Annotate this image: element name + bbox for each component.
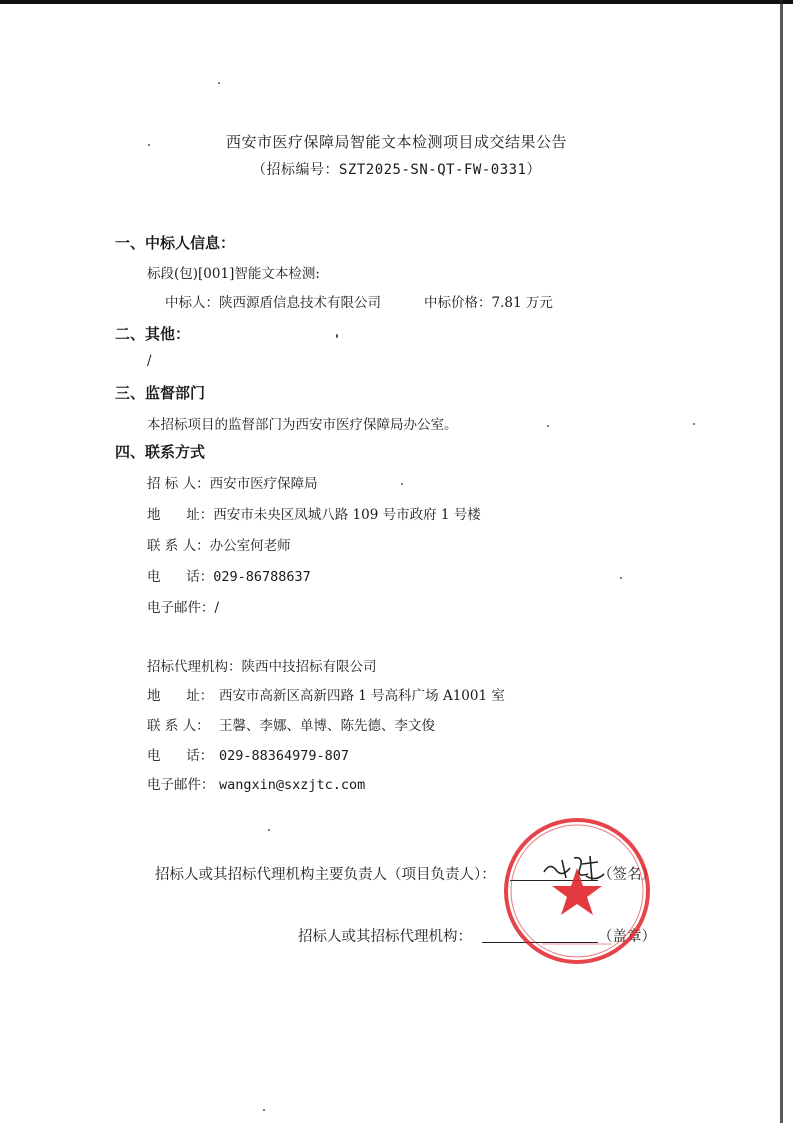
seal-suffix: （盖章）: [598, 929, 656, 945]
winner-name: 陕西源盾信息技术有限公司: [219, 295, 381, 311]
winner-line: [165, 291, 381, 311]
tenderer-phone-label: 电 话：: [147, 569, 214, 585]
tenderer-address-label: 地 址：: [147, 507, 214, 523]
price-line: [424, 291, 553, 311]
agency-row: [147, 655, 377, 675]
tenderer-contact-label: 联 系 人：: [147, 538, 210, 554]
agency-email-label: 电子邮件：: [147, 777, 215, 793]
scan-speck: [336, 334, 338, 338]
winner-label: 中标人：: [165, 295, 219, 311]
agency-contact-value: 王馨、李娜、单博、陈先德、李文俊: [219, 718, 435, 734]
signature-label: 招标人或其招标代理机构主要负责人（项目负责人）：: [155, 867, 496, 883]
section-heading-supervision: 三、监督部门: [115, 384, 206, 402]
agency-address-value: 西安市高新区高新四路 1 号高科广场 A1001 室: [219, 688, 505, 704]
scan-top-border: [0, 0, 793, 4]
scan-speck: [547, 425, 549, 427]
price-value: 7.81 万元: [491, 295, 553, 311]
supervision-text: 本招标项目的监督部门为西安市医疗保障局办公室。: [147, 417, 458, 433]
document-title: 西安市医疗保障局智能文本检测项目成交结果公告: [225, 133, 567, 151]
other-text: /: [147, 353, 152, 369]
signature-line-responsible-person: [155, 863, 496, 884]
agency-address-row: [147, 684, 505, 704]
tenderer-contact-row: [147, 534, 291, 554]
scan-speck: [263, 1109, 265, 1111]
scan-speck: [693, 423, 695, 425]
tenderer-email-value: /: [214, 600, 220, 616]
section-heading-winner-info: 一、中标人信息：: [115, 234, 236, 252]
scan-speck: [148, 144, 150, 146]
section-heading-other: 二、其他：: [115, 325, 191, 343]
tenderer-value: 西安市医疗保障局: [209, 476, 318, 492]
scan-speck: [218, 82, 220, 84]
agency-phone-row: [147, 744, 349, 764]
price-label: 中标价格：: [424, 295, 492, 311]
agency-address-label: 地 址：: [147, 688, 214, 704]
tenderer-phone-value: 029-86788637: [213, 569, 311, 585]
scan-speck: [620, 577, 622, 579]
seal-line-label: 招标人或其招标代理机构：: [298, 929, 472, 945]
company-seal: [502, 816, 652, 966]
agency-email-row: [147, 773, 365, 793]
agency-label: 招标代理机构：: [147, 659, 242, 675]
section-heading-contact: 四、联系方式: [115, 443, 206, 461]
tenderer-phone-row: [147, 565, 311, 585]
signature-suffix: （签名）: [598, 867, 656, 883]
agency-phone-value: 029-88364979-807: [219, 748, 350, 764]
tenderer-contact-value: 办公室何老师: [209, 538, 291, 554]
tenderer-label: 招 标 人：: [147, 476, 210, 492]
agency-value: 陕西中技招标有限公司: [241, 659, 377, 675]
tenderer-email-row: [147, 596, 219, 616]
lot-label: 标段(包)[001]智能文本检测:: [147, 266, 320, 282]
seal-star-icon: [552, 868, 602, 915]
tenderer-address-value: 西安市未央区凤城八路 109 号市政府 1 号楼: [213, 507, 481, 523]
agency-email-value: wangxin@sxzjtc.com: [219, 777, 366, 793]
tenderer-email-label: 电子邮件：: [147, 600, 215, 616]
tender-number: （招标编号：SZT2025-SN-QT-FW-0331）: [251, 162, 541, 178]
agency-contact-row: [147, 714, 435, 734]
agency-phone-label: 电 话：: [147, 748, 214, 764]
scan-speck: [401, 483, 403, 485]
scan-speck: [268, 829, 270, 831]
tenderer-address-row: [147, 503, 481, 523]
agency-contact-label: 联 系 人：: [147, 718, 210, 734]
tenderer-row: [147, 472, 318, 492]
